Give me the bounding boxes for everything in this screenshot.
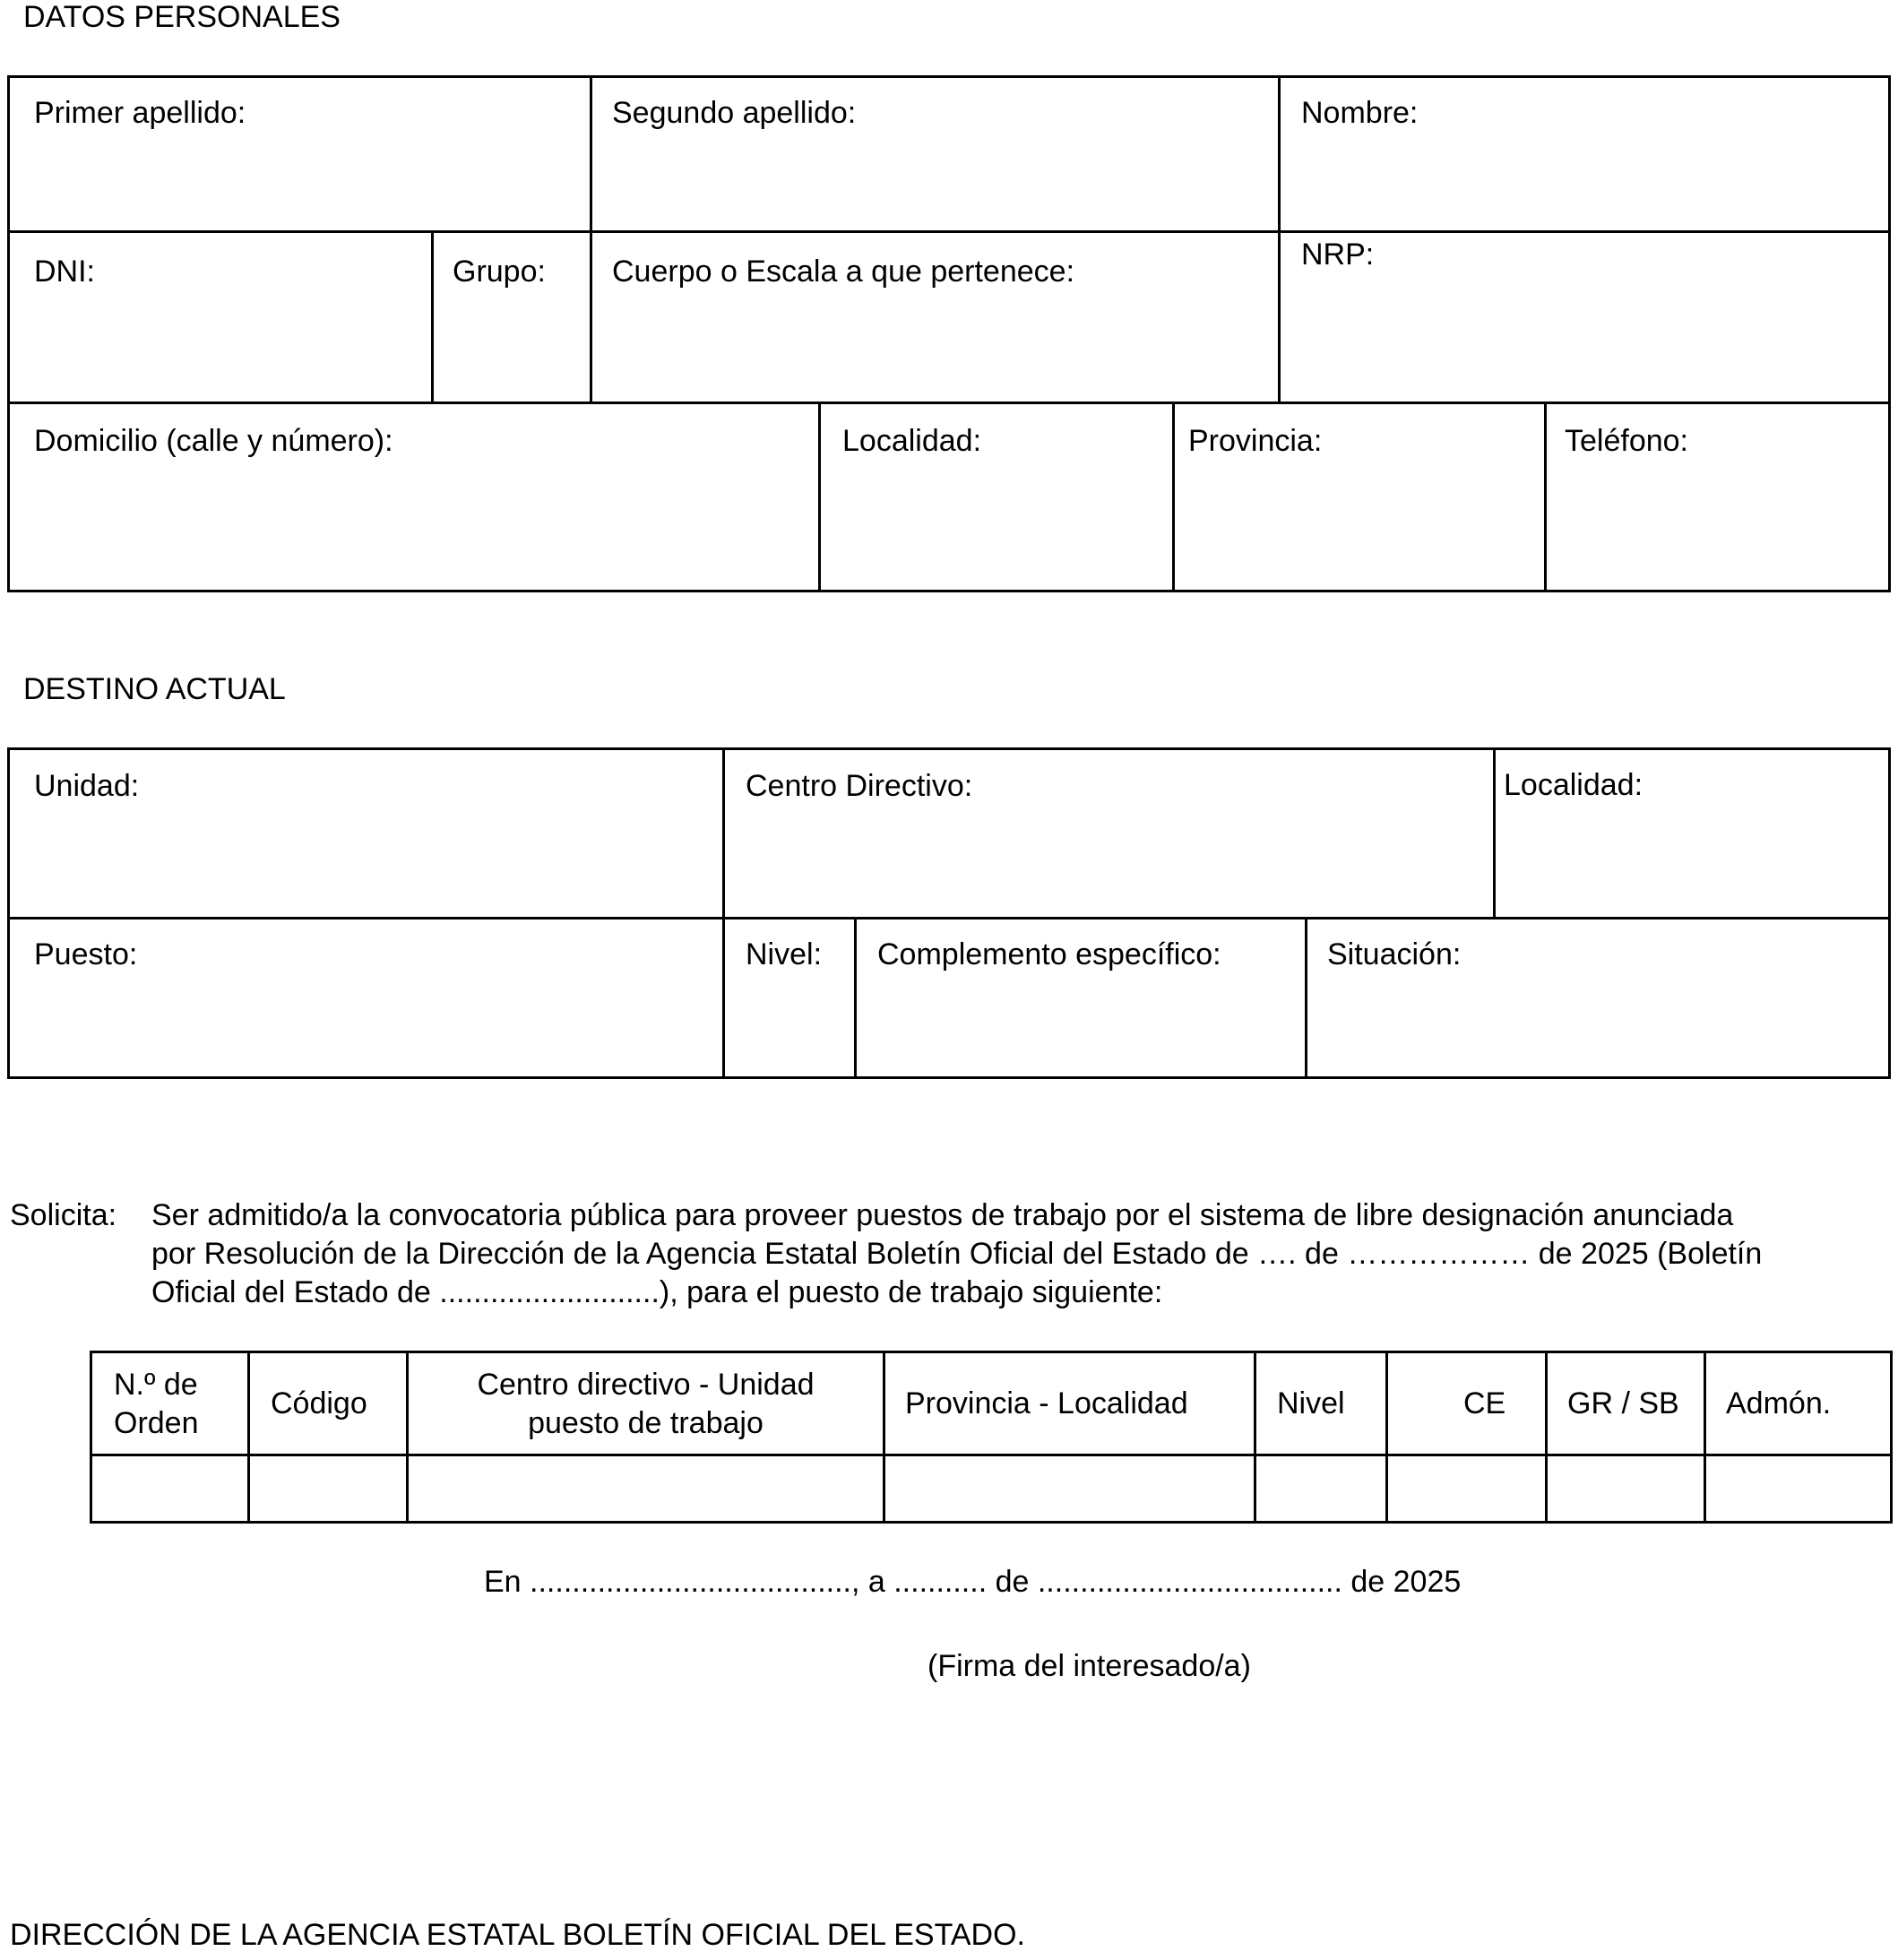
section-title-datos-personales: DATOS PERSONALES — [23, 0, 341, 34]
divider — [1704, 1351, 1706, 1524]
field-primer-apellido[interactable]: Primer apellido: — [34, 96, 246, 130]
solicita-text-line-3: Oficial del Estado de ..........................), para el puesto de trabajo siguiente: — [151, 1275, 1163, 1309]
divider — [883, 1351, 885, 1524]
puestos-table — [90, 1351, 1893, 1524]
field-centro-directivo[interactable]: Centro Directivo: — [746, 769, 973, 803]
fecha-line: En ......................................, a ........... de .................................... de 2025 — [484, 1565, 1462, 1599]
header-n-orden-line-2: Orden — [114, 1406, 199, 1440]
header-codigo: Código — [271, 1386, 367, 1420]
divider — [1544, 401, 1547, 592]
field-nivel[interactable]: Nivel: — [746, 937, 823, 971]
divider — [7, 401, 1891, 404]
header-gr-sb: GR / SB — [1567, 1386, 1679, 1420]
field-provincia[interactable]: Provincia: — [1188, 424, 1323, 458]
field-nombre[interactable]: Nombre: — [1301, 96, 1419, 130]
divider — [590, 75, 592, 403]
field-dni[interactable]: DNI: — [34, 255, 95, 289]
footer-destinatario: DIRECCIÓN DE LA AGENCIA ESTATAL BOLETÍN OFICIAL DEL ESTADO. — [10, 1918, 1025, 1952]
divider — [722, 747, 725, 1079]
field-localidad[interactable]: Localidad: — [842, 424, 982, 458]
header-centro-directivo-unidad — [409, 1366, 883, 1443]
divider — [1254, 1351, 1256, 1524]
field-puesto[interactable]: Puesto: — [34, 937, 138, 971]
solicita-text-line-2: por Resolución de la Dirección de la Agencia Estatal Boletín Oficial del Estado de …. de ……………… de 2025 (Boletín — [151, 1237, 1763, 1271]
field-situacion[interactable]: Situación: — [1327, 937, 1462, 971]
header-provincia-localidad: Provincia - Localidad — [905, 1386, 1188, 1420]
divider — [1305, 917, 1307, 1079]
divider — [7, 917, 1891, 920]
divider — [90, 1454, 1893, 1456]
divider — [854, 917, 857, 1079]
field-nrp[interactable]: NRP: — [1301, 237, 1375, 272]
field-domicilio[interactable]: Domicilio (calle y número): — [34, 424, 393, 458]
divider — [1545, 1351, 1548, 1524]
divider — [818, 401, 821, 592]
field-unidad[interactable]: Unidad: — [34, 769, 140, 803]
field-cuerpo-escala[interactable]: Cuerpo o Escala a que pertenece: — [612, 255, 1075, 289]
solicita-label: Solicita: — [10, 1198, 117, 1232]
field-grupo[interactable]: Grupo: — [453, 255, 546, 289]
divider — [1385, 1351, 1388, 1524]
header-admon: Admón. — [1726, 1386, 1832, 1420]
header-centro-line-1: Centro directivo - Unidad — [477, 1368, 815, 1402]
divider — [1172, 401, 1175, 592]
header-n-orden — [114, 1366, 199, 1443]
divider — [247, 1351, 250, 1524]
field-destino-localidad[interactable]: Localidad: — [1504, 768, 1643, 802]
section-title-destino-actual: DESTINO ACTUAL — [23, 672, 286, 706]
header-nivel: Nivel — [1277, 1386, 1345, 1420]
divider — [1493, 747, 1496, 919]
solicita-text-line-1: Ser admitido/a la convocatoria pública para proveer puestos de trabajo por el sistema de libre designación anunciada — [151, 1198, 1734, 1232]
header-centro-line-2: puesto de trabajo — [528, 1406, 764, 1440]
field-segundo-apellido[interactable]: Segundo apellido: — [612, 96, 857, 130]
header-ce: CE — [1463, 1386, 1506, 1420]
field-telefono[interactable]: Teléfono: — [1565, 424, 1688, 458]
divider — [7, 230, 1891, 233]
personal-data-table — [7, 75, 1891, 592]
divider — [1278, 75, 1281, 403]
header-n-orden-line-1: N.º de — [114, 1368, 198, 1402]
firma-label: (Firma del interesado/a) — [927, 1649, 1251, 1683]
field-complemento-especifico[interactable]: Complemento específico: — [877, 937, 1221, 971]
divider — [431, 230, 434, 403]
